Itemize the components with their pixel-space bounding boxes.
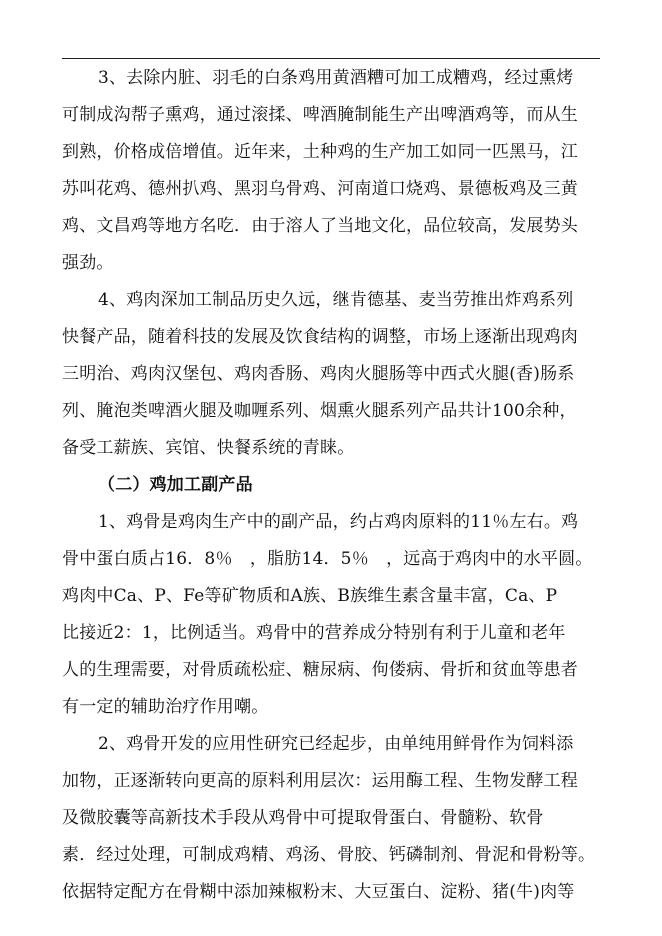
text-line: 鸡、文昌鸡等地方名吃．由于溶人了当地文化，品位较高，发展势头 (62, 216, 578, 236)
text-line: 比接近2：1，比例适当。鸡骨中的营养成分特别有利于儿童和老年 (62, 623, 566, 643)
text-line: 三明治、鸡肉汉堡包、鸡肉香肠、鸡肉火腿肠等中西式火腿(香)肠系 (62, 364, 575, 384)
text-line: 可制成沟帮子熏鸡，通过滚揉、啤酒腌制能生产出啤酒鸡等，而从生 (62, 105, 578, 125)
text-line: 到熟，价格成倍增值。近年来，土种鸡的生产加工如同一匹黑马，江 (62, 142, 578, 162)
text-line: 鸡肉中Ca、P、Fe等矿物质和A族、B族维生素含量丰富，Ca、P (62, 586, 558, 606)
text-line: 素．经过处理，可制成鸡精、鸡汤、骨胶、钙磷制剂、骨泥和骨粉等。 (62, 845, 596, 865)
text-line: 人的生理需要，对骨质疏松症、糖尿病、佝偻病、骨折和贫血等患者 (62, 660, 578, 680)
section-heading: （二）鸡加工副产品 (98, 475, 253, 495)
text-line: 骨中蛋白质占16．8％ ，脂肪14．5％ ，远高于鸡肉中的水平圆。 (62, 549, 593, 569)
text-line: 快餐产品，随着科技的发展及饮食结构的调整，市场上逐渐出现鸡肉 (62, 327, 578, 347)
text-line: 1、鸡骨是鸡肉生产中的副产品，约占鸡肉原料的11％左右。鸡 (98, 512, 579, 532)
text-line: 加物，正逐渐转向更高的原料利用层次：运用酶工程、生物发酵工程 (62, 771, 578, 791)
text-line: 备受工薪族、宾馆、快餐系统的青睐。 (62, 438, 355, 458)
text-line: 3、去除内脏、羽毛的白条鸡用黄酒糟可加工成糟鸡，经过熏烤 (98, 68, 574, 88)
text-line: 强劲。 (62, 253, 114, 273)
text-line: 依据特定配方在骨糊中添加辣椒粉末、大豆蛋白、淀粉、猪(牛)肉等 (62, 882, 575, 902)
text-line: 4、鸡肉深加工制品历史久远，继肯德基、麦当劳推出炸鸡系列 (98, 290, 574, 310)
header-rule (62, 58, 600, 59)
text-line: 苏叫花鸡、德州扒鸡、黑羽乌骨鸡、河南道口烧鸡、景德板鸡及三黄 (62, 179, 578, 199)
text-line: 有一定的辅助治疗作用嘲。 (62, 697, 269, 717)
text-line: 及微胶囊等高新技术手段从鸡骨中可提取骨蛋白、骨髓粉、软骨 (62, 808, 544, 828)
text-line: 2、鸡骨开发的应用性研究已经起步，由单纯用鲜骨作为饲料添 (98, 734, 574, 754)
text-line: 列、腌泡类啤酒火腿及咖喱系列、烟熏火腿系列产品共计100余种， (62, 401, 577, 421)
